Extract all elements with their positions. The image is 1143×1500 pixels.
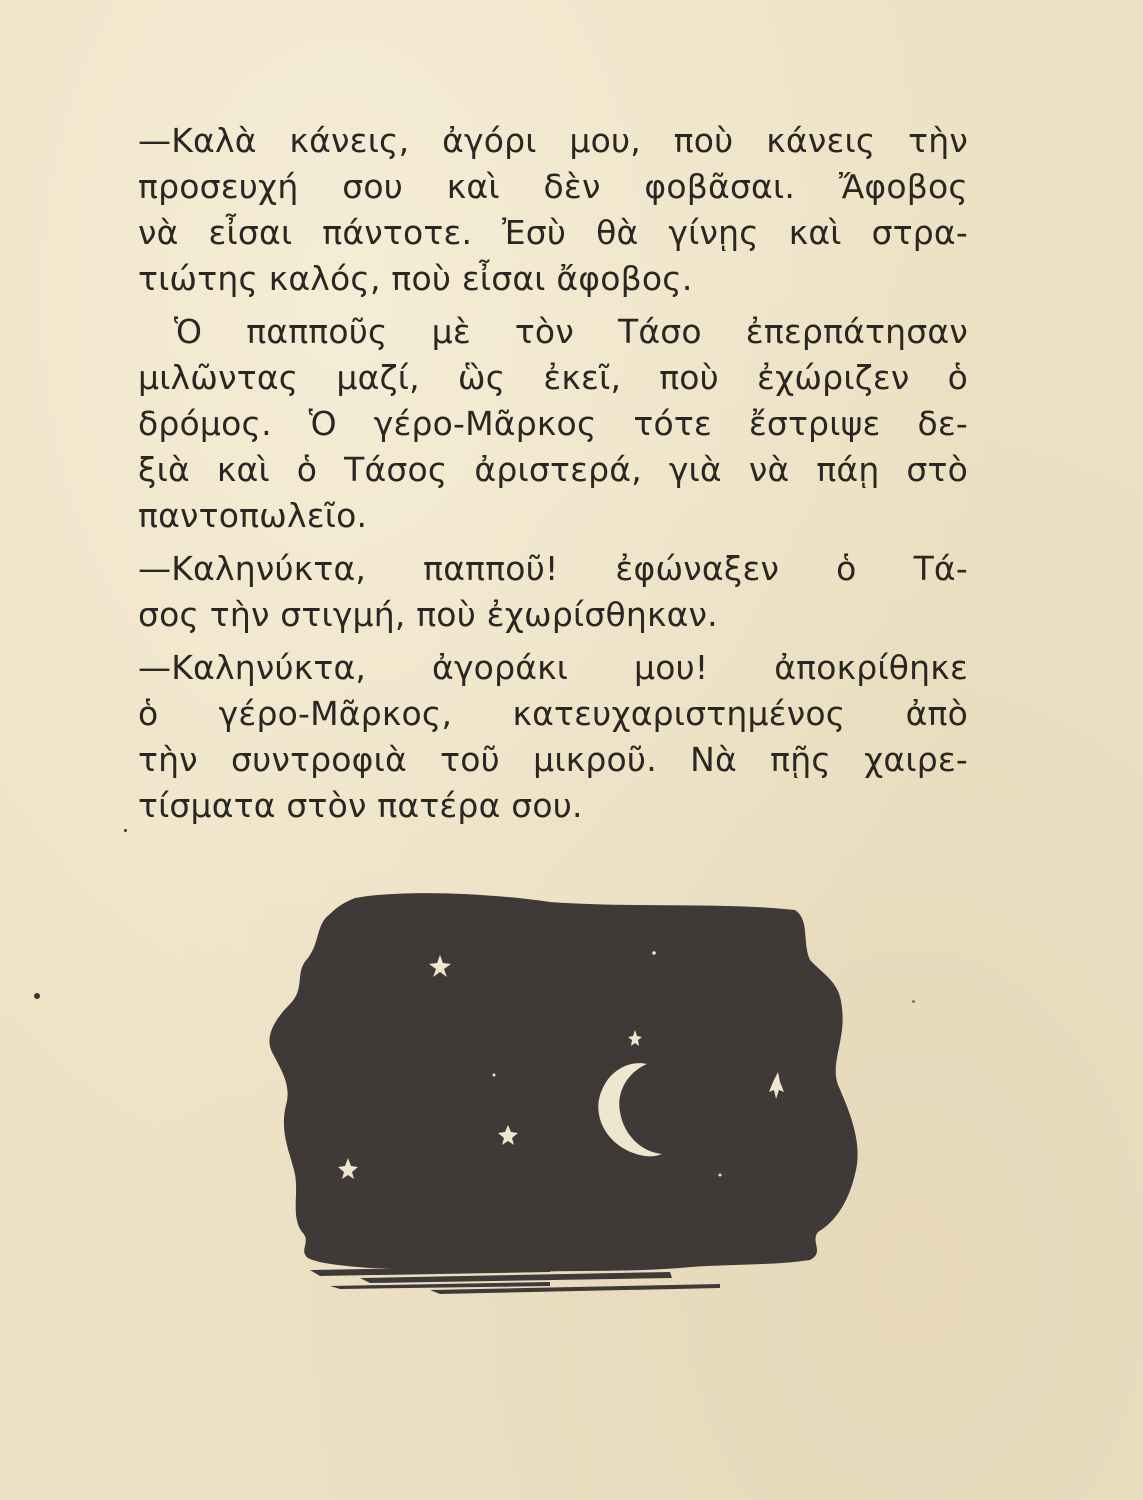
text-line: ὁ γέρο-Μᾶρκος, κατευχαριστημένος ἀπὸ (138, 694, 968, 733)
text-line: —Καλὰ κάνεις, ἀγόρι μου, ποὺ κάνεις τὴν (138, 121, 968, 160)
text-line: ξιὰ καὶ ὁ Τάσος ἀριστερά, γιὰ νὰ πάῃ στὸ (138, 450, 968, 489)
star-dot (493, 1074, 496, 1077)
text-line: μιλῶντας μαζί, ὣς ἐκεῖ, ποὺ ἐχώριζεν ὁ (138, 358, 968, 397)
paper-speck (34, 993, 40, 999)
ink-blot (269, 893, 857, 1272)
night-sky-illustration (250, 880, 870, 1320)
text-line: τὴν συντροφιὰ τοῦ μικροῦ. Νὰ πῇς χαιρε- (138, 740, 968, 779)
text-line: νὰ εἶσαι πάντοτε. Ἐσὺ θὰ γίνῃς καὶ στρα- (138, 213, 968, 252)
text-line: —Καληνύκτα, παπποῦ! ἐφώναξεν ὁ Τά- (138, 549, 968, 588)
ink-streaks (310, 1266, 720, 1294)
star-dot (719, 1174, 722, 1177)
paper-speck (124, 829, 127, 832)
text-line: τίσματα στὸν πατέρα σου. (138, 786, 583, 825)
paper-speck (912, 1000, 915, 1003)
text-line: —Καληνύκτα, ἀγοράκι μου! ἀποκρίθηκε (138, 648, 968, 687)
text-line: παντοπωλεῖο. (138, 496, 368, 535)
story-text (138, 118, 968, 829)
text-line: Ὁ παπποῦς μὲ τὸν Τάσο ἐπερπάτησαν (174, 312, 968, 351)
text-line: προσευχή σου καὶ δὲν φοβᾶσαι. Ἄφοβος (138, 167, 968, 206)
star-dot (652, 951, 656, 955)
text-line: δρόμος. Ὁ γέρο-Μᾶρκος τότε ἔστριψε δε- (138, 404, 968, 443)
text-line: σος τὴν στιγμή, ποὺ ἐχωρίσθηκαν. (138, 595, 718, 634)
text-line: τιώτης καλός, ποὺ εἶσαι ἄφοβος. (138, 259, 693, 298)
